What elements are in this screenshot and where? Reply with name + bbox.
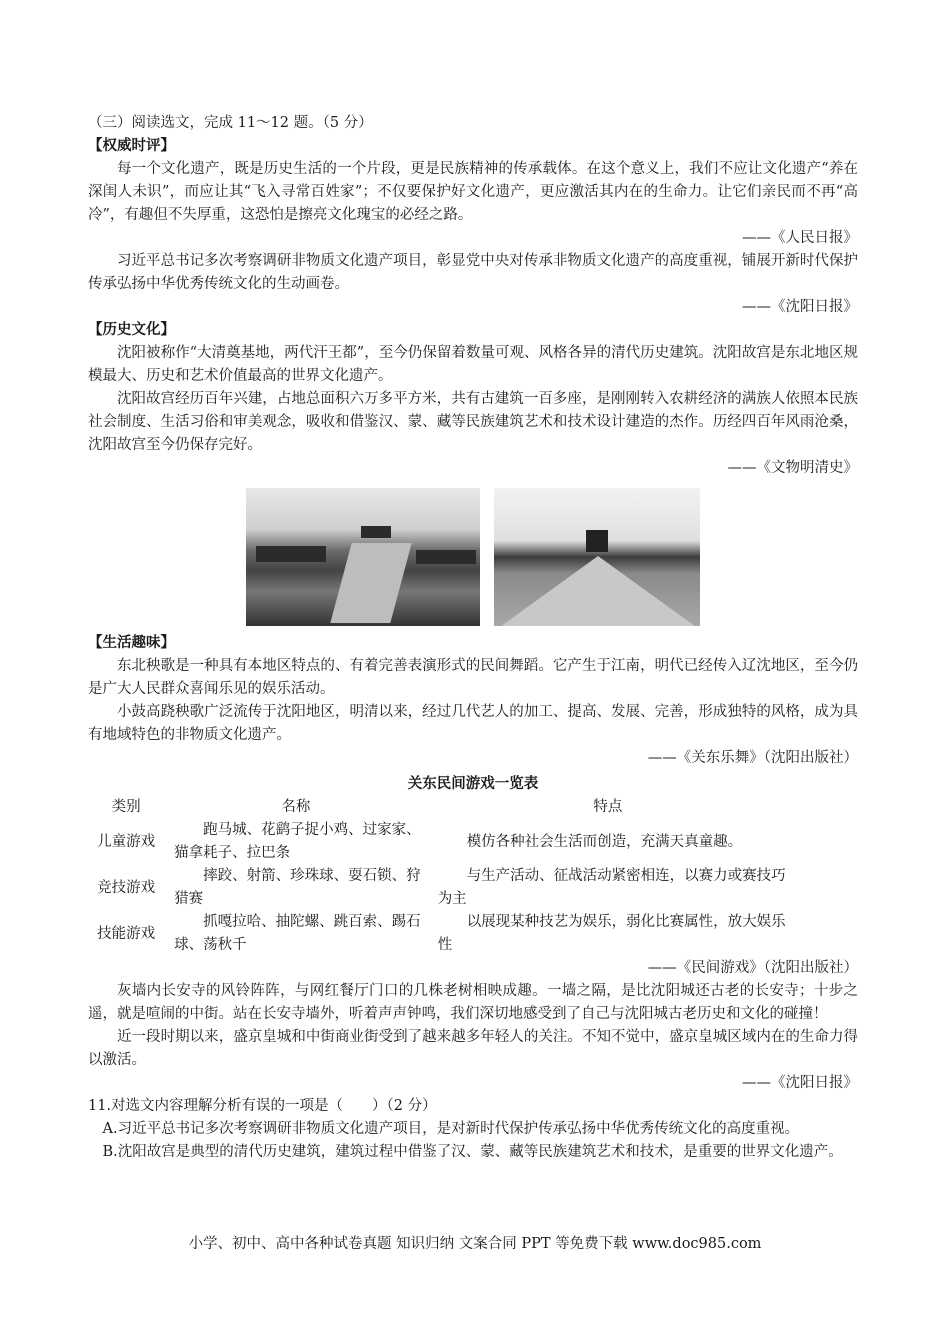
life-paragraph-3: 灰墙内长安寺的风铃阵阵，与网红餐厅门口的几株老树相映成趣。一墙之隔，是比沈阳城还古老的长安寺；十步之遥，就是喧闹的中街。站在长安寺墙外，听着声声钟鸣，我们深切地感受到了自己与沈阳城古老历史和文化的碰撞！ — [88, 983, 858, 1022]
table-row — [88, 865, 788, 911]
palace-courtyard-photo — [494, 488, 700, 626]
history-source: ——《文物明清史》 — [727, 460, 858, 476]
section-intro: （三）阅读选文，完成 11～12 题。（5 分） — [88, 115, 373, 131]
page-footer: 小学、初中、高中各种试卷真题 知识归纳 文案合同 PPT 等免费下载 www.doc985.com — [188, 1236, 762, 1252]
authority-source-2: ——《沈阳日报》 — [742, 299, 858, 315]
history-paragraph-1: 沈阳被称作“大清奠基地，两代汗王都”，至今仍保留着数量可观、风格各异的清代历史建筑。沈阳故宫是东北地区规模最大、历史和艺术价值最高的世界文化遗产。 — [88, 345, 858, 384]
photo-row — [88, 488, 858, 628]
history-heading: 【历史文化】 — [88, 322, 175, 338]
row-category: 技能游戏 — [97, 925, 156, 942]
life-source-1: ——《关东乐舞》（沈阳出版社） — [647, 750, 858, 766]
games-table — [88, 796, 788, 957]
table-row — [88, 911, 788, 957]
life-heading: 【生活趣味】 — [88, 635, 175, 651]
row-category: 竞技游戏 — [97, 879, 156, 896]
games-table-source: ——《民间游戏》（沈阳出版社） — [647, 960, 858, 976]
row-feature: 模仿各种社会生活而创造，充满天真童趣。 — [466, 833, 743, 850]
games-table-title: 关东民间游戏一览表 — [407, 776, 539, 792]
row-category: 儿童游戏 — [97, 833, 156, 850]
row-feature: 与生产活动、征战活动紧密相连，以赛力或赛技巧为主 — [437, 868, 786, 907]
header-name: 名称 — [281, 799, 311, 815]
authority-source-1: ——《人民日报》 — [742, 230, 858, 246]
row-name: 跑马城、花鹞子捉小鸡、过家家、猫拿耗子、拉巴条 — [174, 822, 421, 861]
authority-paragraph-1: 每一个文化遗产，既是历史生活的一个片段，更是民族精神的传承载体。在这个意义上，我们不应让文化遗产“养在深闺人未识”，而应让其“飞入寻常百姓家”；不仅要保护好文化遗产，更应激活其内在的生命力。让它们亲民而不再“高冷”，有趣但不失厚重，这恐怕是擦亮文化瑰宝的必经之路。 — [88, 161, 858, 223]
authority-heading: 【权威时评】 — [88, 138, 175, 154]
life-paragraph-1: 东北秧歌是一种具有本地区特点的、有着完善表演形式的民间舞蹈。它产生于江南，明代已经传入辽沈地区，至今仍是广大人民群众喜闻乐见的娱乐活动。 — [88, 658, 858, 697]
games-table-header — [88, 796, 788, 819]
header-feature: 特点 — [593, 799, 623, 815]
exam-page — [88, 112, 858, 1164]
question-11-option-a: A.习近平总书记多次考察调研非物质文化遗产项目，是对新时代保护传承弘扬中华优秀传统文化的高度重视。 — [102, 1121, 800, 1137]
history-paragraph-2: 沈阳故宫经历百年兴建，占地总面积六万多平方米，共有古建筑一百多座，是刚刚转入农耕经济的满族人依照本民族社会制度、生活习俗和审美观念，吸收和借鉴汉、蒙、藏等民族建筑艺术和技术设计建造的杰作。历经四百年风雨沧桑，沈阳故宫至今仍保存完好。 — [88, 391, 858, 453]
life-paragraph-4: 近一段时期以来，盛京皇城和中街商业街受到了越来越多年轻人的关注。不知不觉中，盛京皇城区域内在的生命力得以激活。 — [88, 1029, 858, 1068]
palace-aerial-photo — [246, 488, 480, 626]
question-11-option-b: B.沈阳故宫是典型的清代历史建筑，建筑过程中借鉴了汉、蒙、藏等民族建筑艺术和技术，是重要的世界文化遗产。 — [102, 1144, 843, 1160]
row-feature: 以展现某种技艺为娱乐，弱化比赛属性，放大娱乐性 — [437, 914, 786, 953]
authority-paragraph-2: 习近平总书记多次考察调研非物质文化遗产项目，彰显党中央对传承非物质文化遗产的高度重视，铺展开新时代保护传承弘扬中华优秀传统文化的生动画卷。 — [88, 253, 858, 292]
header-category: 类别 — [111, 799, 141, 815]
life-source-2: ——《沈阳日报》 — [742, 1075, 858, 1091]
life-paragraph-2: 小鼓高跷秧歌广泛流传于沈阳地区，明清以来，经过几代艺人的加工、提高、发展、完善，形成独特的风格，成为具有地域特色的非物质文化遗产。 — [88, 704, 858, 743]
row-name: 摔跤、射箭、珍珠球、耍石锁、狩猎赛 — [174, 868, 421, 907]
row-name: 抓嘎拉哈、抽陀螺、跳百索、踢石球、荡秋千 — [174, 914, 421, 953]
table-row — [88, 819, 788, 865]
question-11-stem: 11.对选文内容理解分析有误的一项是（ ）（2 分） — [88, 1098, 437, 1114]
